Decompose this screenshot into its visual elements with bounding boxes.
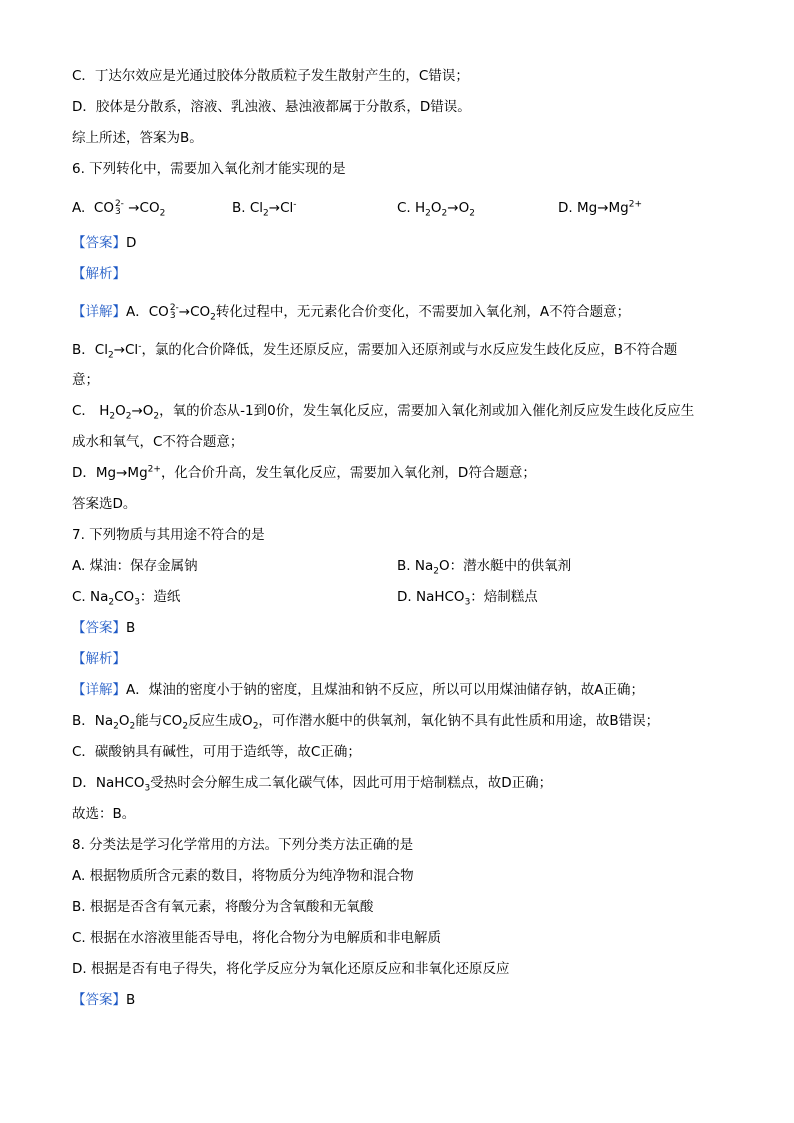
q7-option-b: B. $Na_2O$：潜水艇中的供氧剂 (397, 558, 572, 577)
text-line: 综上所述，答案为B。 (72, 130, 203, 146)
q6-option-a: A. CO 2- 3 $\to CO_2$ (72, 199, 166, 219)
q7-option-a: A. 煤油：保存金属钠 (72, 558, 198, 574)
detail-line: 【详解】A．煤油的密度小于钠的密度，且煤油和钠不反应，所以可以用煤油储存钠，故A正确； (72, 682, 644, 698)
detail-line: D．$Mg\to Mg^{2+}$，化合价升高，发生氧化反应，需要加入氧化剂，D符合题意； (72, 464, 536, 481)
detail-line: D．NaHCO$_3$受热时会分解生成二氧化碳气体，因此可用于焙制糕点，故D正确； (72, 775, 553, 794)
q6-option-c: C. $H_2O_2\to O_2$ (397, 200, 475, 219)
question-6-stem: 6. 下列转化中，需要加入氧化剂才能实现的是 (72, 161, 346, 177)
text-line: 故选：B。 (72, 806, 136, 822)
q7-option-c: C. $Na_2CO_3$：造纸 (72, 589, 181, 608)
detail-line: B．$Na_2O_2$能与$CO_2$反应生成$O_2$，可作潜水艇中的供氧剂，氧化钠不具有此性质和用途，故B错误； (72, 713, 660, 732)
detail-tag: 【详解】 (72, 682, 126, 698)
question-7-stem: 7. 下列物质与其用途不符合的是 (72, 527, 265, 543)
detail-line: 意； (72, 372, 99, 388)
answer-line: 【答案】D (72, 235, 137, 251)
text-line: D．胶体是分散系，溶液、乳浊液、悬浊液都属于分散系，D错误。 (72, 99, 471, 115)
answer-line: 【答案】B (72, 992, 136, 1008)
analysis-tag: 【解析】 (72, 651, 126, 667)
q8-option-b: B. 根据是否含有氧元素，将酸分为含氧酸和无氧酸 (72, 899, 374, 915)
q6-option-d: D. $Mg\to Mg^{2+}$ (558, 199, 643, 216)
analysis-tag: 【解析】 (72, 266, 126, 282)
answer-tag: 【答案】 (72, 992, 126, 1008)
q8-option-a: A. 根据物质所含元素的数目，将物质分为纯净物和混合物 (72, 868, 414, 884)
answer-line: 【答案】B (72, 620, 136, 636)
question-8-stem: 8. 分类法是学习化学常用的方法。下列分类方法正确的是 (72, 837, 414, 853)
answer-tag: 【答案】 (72, 620, 126, 636)
q8-option-d: D. 根据是否有电子得失，将化学反应分为氧化还原反应和非氧化还原反应 (72, 961, 510, 977)
answer-tag: 【答案】 (72, 235, 126, 251)
q8-option-c: C. 根据在水溶液里能否导电，将化合物分为电解质和非电解质 (72, 930, 442, 946)
q7-option-d: D. NaHCO$_3$：焙制糕点 (397, 589, 538, 608)
detail-line: 成水和氧气，C不符合题意； (72, 434, 244, 450)
detail-line: C．碳酸钠具有碱性，可用于造纸等，故C正确； (72, 744, 361, 760)
detail-line: B．$Cl_2\to Cl^-$，氯的化合价降低，发生还原反应，需要加入还原剂或与水反应发生歧化反应，B不符合题 (72, 341, 678, 361)
detail-tag: 【详解】 (72, 304, 126, 320)
detail-line: C． $H_2O_2\to O_2$，氧的价态从-1到0价，发生氧化反应，需要加入氧化剂或加入催化剂反应发生歧化反应生 (72, 403, 695, 422)
text-line: C．丁达尔效应是光通过胶体分散质粒子发生散射产生的，C错误； (72, 68, 469, 84)
detail-line: 【详解】A．CO 2- 3 $\to CO_2$转化过程中，无元素化合价变化，不需要加入氧化剂，A不符合题意； (72, 303, 631, 323)
text-line: 答案选D。 (72, 496, 137, 512)
q6-option-b: B. $Cl_2\to Cl^-$ (232, 199, 297, 219)
